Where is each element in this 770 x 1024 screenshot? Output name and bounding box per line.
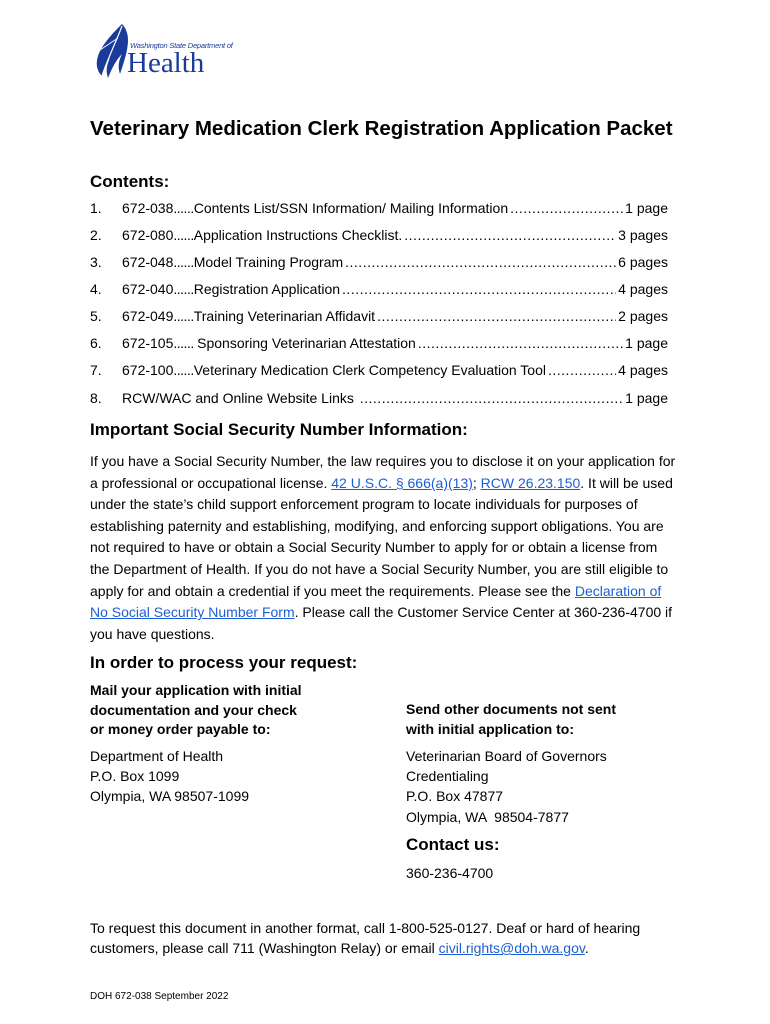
item-number: 3. — [90, 254, 102, 270]
civil-rights-email-link[interactable]: civil.rights@doh.wa.gov — [438, 940, 585, 956]
separator: ...... — [173, 281, 194, 297]
item-number: 8. — [90, 390, 102, 406]
leader-dots — [377, 308, 616, 324]
leader-dots — [510, 200, 623, 216]
separator: ...... — [173, 362, 194, 378]
contact-heading: Contact us: — [406, 835, 500, 854]
page-count: 1 page — [625, 390, 668, 406]
address-line: Credentialing — [406, 768, 489, 785]
form-code: 672-080 — [122, 227, 174, 243]
usc-link[interactable]: 42 U.S.C. § 666(a)(13) — [331, 474, 473, 491]
form-code: 672-040 — [122, 281, 174, 297]
list-item — [90, 335, 668, 353]
no-ssn-declaration-link[interactable]: Declaration of No Social Security Number Form — [90, 582, 662, 621]
ssn-paragraph — [90, 451, 680, 645]
other-documents-line: with initial application to: — [406, 720, 574, 737]
page-count: 1 page — [625, 335, 668, 351]
item-title: Model Training Program — [193, 254, 344, 270]
ssn-text-1: If you have a Social Security Number, the law requires you to disclose it on your application for a professional or occupational license. — [90, 453, 676, 491]
address-line: Olympia, WA 98504-7877 — [406, 808, 569, 825]
page-title: Veterinary Medication Clerk Registration Application Packet — [90, 117, 673, 140]
ssn-heading: Important Social Security Number Information: — [90, 420, 468, 439]
page-count: 4 pages — [618, 362, 668, 378]
item-number: 7. — [90, 362, 102, 378]
mailing-address — [90, 746, 249, 807]
separator: ...... — [173, 254, 194, 270]
leader-dots — [548, 362, 616, 378]
address-line: P.O. Box 1099 — [90, 768, 180, 785]
mail-instructions — [90, 681, 302, 740]
accessibility-text: To request this document in another format, call 1-800-525-0127. Deaf or hard of hearing customers, please call 711 (Washington Relay) or email — [90, 920, 641, 956]
accessibility-end: . — [584, 940, 589, 956]
process-heading: In order to process your request: — [90, 653, 358, 672]
other-documents-line: Send other documents not sent — [406, 701, 617, 717]
leader-dots — [345, 254, 616, 270]
board-address — [406, 746, 607, 827]
item-title: Contents List/SSN Information/ Mailing Information — [193, 200, 509, 216]
list-item — [90, 308, 668, 326]
item-title: Application Instructions Checklist. — [193, 227, 403, 243]
list-item — [90, 362, 668, 380]
leader-dots — [342, 281, 616, 297]
form-code: 672-048 — [122, 254, 174, 270]
document-id: DOH 672-038 September 2022 — [90, 991, 229, 1002]
doh-logo — [92, 22, 233, 80]
item-number: 1. — [90, 200, 102, 216]
item-title: Sponsoring Veterinarian Attestation — [197, 335, 416, 351]
ssn-text-2: ; — [472, 474, 481, 491]
mail-instructions-line: Mail your application with initial — [90, 682, 302, 698]
item-title: Registration Application — [193, 281, 341, 297]
item-number: 6. — [90, 335, 102, 351]
separator: ...... — [173, 335, 198, 351]
page-count: 6 pages — [618, 254, 668, 270]
list-item — [90, 254, 668, 272]
address-line: Department of Health — [90, 748, 224, 764]
separator: ...... — [173, 308, 194, 324]
mail-instructions-line: documentation and your check — [90, 701, 297, 718]
separator: ...... — [173, 200, 194, 216]
list-item — [90, 281, 668, 299]
other-documents-instructions — [406, 700, 616, 739]
list-item — [90, 390, 668, 408]
separator: ...... — [173, 227, 194, 243]
item-title: Veterinary Medication Clerk Competency Evaluation Tool — [193, 362, 546, 378]
mail-instructions-line: or money order payable to: — [90, 721, 271, 737]
page-count: 2 pages — [618, 308, 668, 324]
form-code: 672-100 — [122, 362, 174, 378]
contents-heading: Contents: — [90, 172, 170, 191]
page-count: 1 page — [625, 200, 668, 216]
list-item — [90, 227, 668, 245]
accessibility-note — [90, 918, 660, 958]
form-code: 672-049 — [122, 308, 174, 324]
contact-phone: 360-236-4700 — [406, 865, 494, 881]
address-line: Veterinarian Board of Governors — [406, 748, 607, 764]
item-title: Training Veterinarian Affidavit — [193, 308, 376, 324]
leader-dots — [360, 390, 623, 406]
rcw-link[interactable]: RCW 26.23.150 — [480, 474, 581, 491]
ssn-text-3: . It will be used under the state’s child support enforcement program to locate individuals for purposes of establishing paternity and establishing, modifying, and enforcing support obligations. You are not required to have or obtain a Social Security Number to apply for or obtain a license from the Department of Health. If you do not have a Social Security Number, you are still eligible to apply for and obtain a credential if you meet the requirements. Please see the — [90, 474, 673, 599]
item-number: 4. — [90, 281, 102, 297]
page-count: 4 pages — [618, 281, 668, 297]
logo-title: Health — [127, 47, 205, 79]
ssn-text-4: . Please call the Customer Service Center at 360-236-4700 if you have questions. — [90, 604, 673, 642]
item-number: 2. — [90, 227, 102, 243]
form-code: 672-038 — [122, 200, 174, 216]
list-item — [90, 200, 668, 218]
item-title: RCW/WAC and Online Website Links — [122, 390, 358, 406]
leader-dots — [404, 227, 616, 243]
address-line: Olympia, WA 98507-1099 — [90, 788, 250, 805]
page-count: 3 pages — [618, 227, 668, 243]
logo-subtitle: Washington State Department of — [130, 41, 233, 50]
address-line: P.O. Box 47877 — [406, 788, 504, 805]
leader-dots — [418, 335, 623, 351]
item-number: 5. — [90, 308, 102, 324]
form-code: 672-105 — [122, 335, 174, 351]
